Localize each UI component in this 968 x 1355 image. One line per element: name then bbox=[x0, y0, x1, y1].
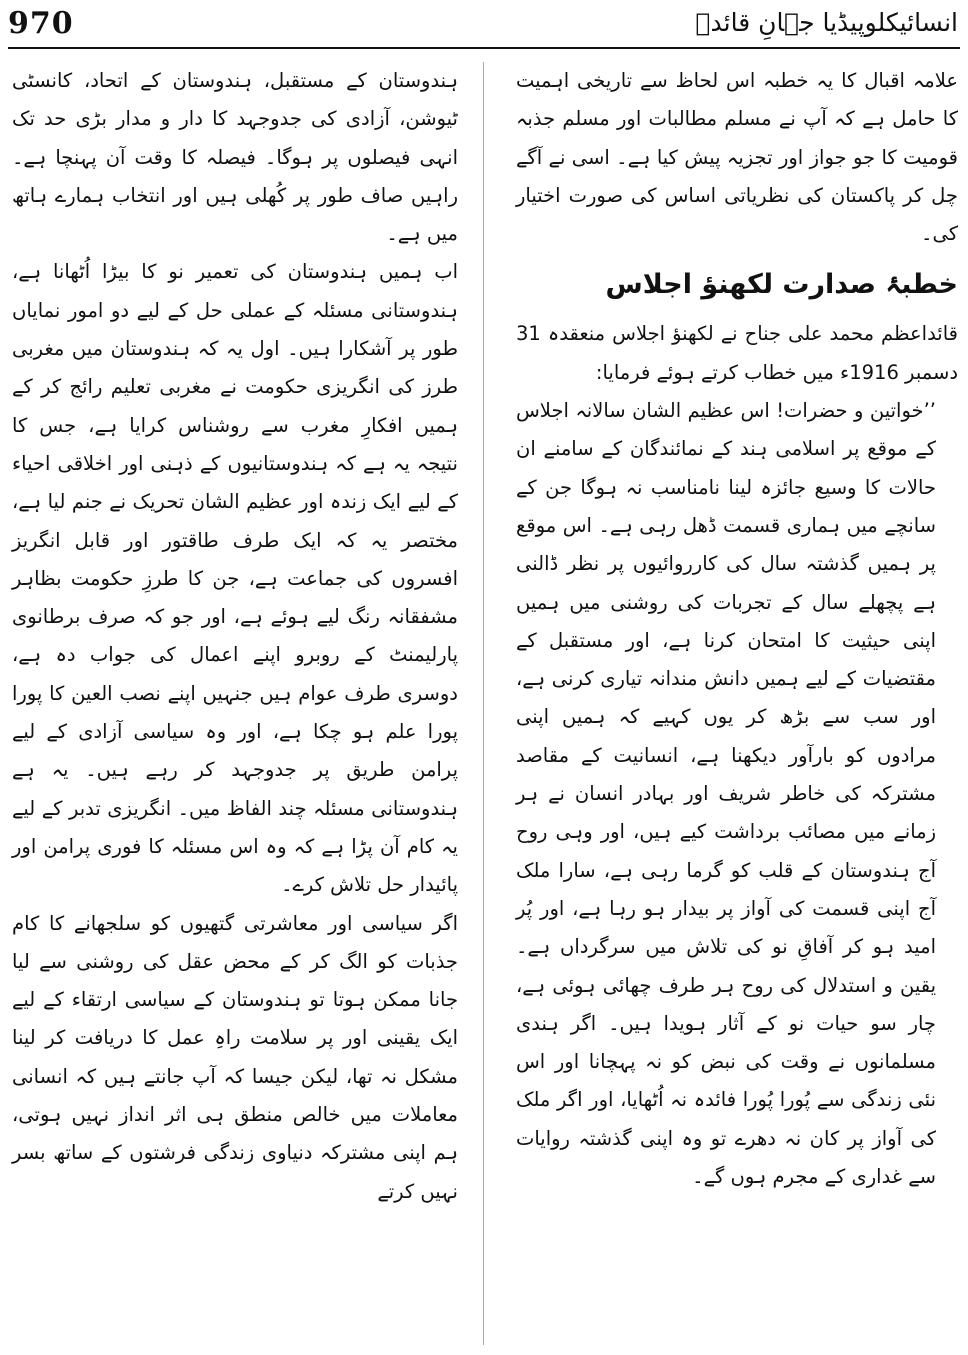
header-divider bbox=[8, 47, 960, 49]
intro-paragraph: علامہ اقبال کا یہ خطبہ اس لحاظ سے تاریخی اہمیت کا حامل ہے کہ آپ نے مسلم مطالبات اور مسلم جذبہ قومیت کا جو جواز اور تجزیہ پیش کیا ہے۔ اسی نے آگے چل کر پاکستان کی نظریاتی اساس کی صورت اختیار کی۔ bbox=[516, 69, 958, 246]
body-paragraph-1: ہندوستان کے مستقبل، ہندوستان کے اتحاد، کانسٹی ٹیوشن، آزادی کی جدوجہد کا دار و مدار بڑی حد تک انہی فیصلوں پر ہوگا۔ فیصلہ کا وقت آن پہنچا ہے۔ راہیں صاف طور پر کُھلی ہیں اور انتخاب ہمارے ہاتھ میں ہے۔ bbox=[12, 69, 458, 246]
page-number: 970 bbox=[8, 6, 74, 41]
section-heading: خطبۂ صدارت لکھنؤ اجلاس bbox=[605, 269, 958, 301]
right-column bbox=[516, 62, 958, 1196]
body-paragraph-3: اگر سیاسی اور معاشرتی گتھیوں کو سلجھانے کا کام جذبات کو الگ کر کے محض عقل کی روشنی سے لیا جانا ممکن ہوتا تو ہندوستان کے سیاسی ارتقاء کے لیے ایک یقینی اور پر سلامت راہِ عمل کا دریافت کر لینا مشکل نہ تھا، لیکن جیسا کہ آپ جانتے ہیں کہ انسانی معاملات میں خالص منطق ہی اثر انداز نہیں ہوتی، ہم اپنی مشترکہ دنیاوی زندگی فرشتوں کے ساتھ بسر نہیں کرتے bbox=[12, 911, 458, 1203]
left-column bbox=[12, 62, 458, 1211]
speech-quote: ’’خواتین و حضرات! اس عظیم الشان سالانہ اجلاس کے موقع پر اسلامی ہند کے نمائندگان کے سامنے ان حالات کا وسیع جائزہ لینا نامناسب نہ ہوگا جن کے سانچے میں ہماری قسمت ڈھل رہی ہے۔ اس موقع پر ہمیں گذشتہ سال کی کارروائیوں پر نظر ڈالنی ہے پچھلے سال کے تجربات کی روشنی میں ہمیں اپنی حیثیت کا امتحان کرنا ہے، اور مستقبل کے مقتضیات کے لیے ہمیں دانش مندانہ تیاری کرنی ہے، اور سب سے بڑھ کر یوں کہیے کہ ہمیں اپنی مرادوں کو بارآور دیکھنا ہے، انسانیت کے مقاصد مشترکہ کی خاطر شریف اور بہادر انسان نے ہر زمانے میں مصائب برداشت کیے ہیں، اور وہی روح آج ہندوستان کے قلب کو گرما رہی ہے، سارا ملک آج اپنی قسمت کی آواز پر بیدار ہو رہا ہے، اور پُر امید ہو کر آفاقِ نو کی تلاش میں سرگرداں ہے۔ یقین و استدلال کی روح ہر طرف چھائی ہوئی ہے، چار سو حیات نو کے آثار ہویدا ہیں۔ اگر ہندی مسلمانوں نے وقت کی نبض کو نہ پہچانا اور اس نئی زندگی سے پُورا پُورا فائدہ نہ اُٹھایا، اور اگر ملک کی آواز پر کان نہ دھرے تو وہ اپنی گذشتہ روایات سے غداری کے مجرم ہوں گے۔ bbox=[516, 399, 936, 1189]
body-paragraph-2: اب ہمیں ہندوستان کی تعمیر نو کا بیڑا اُٹھانا ہے، ہندوستانی مسئلہ کے عملی حل کے لیے دو امور نمایاں طور پر آشکارا ہیں۔ اول یہ کہ ہندوستان میں مغربی طرز کی انگریزی حکومت نے مغربی تعلیم رائج کر کے ہمیں افکارِ مغرب سے روشناس کرایا ہے، جس کا نتیجہ یہ ہے کہ ہندوستانیوں کے ذہنی اور اخلاقی احیاء کے لیے ایک زندہ اور عظیم الشان تحریک نے جنم لیا ہے، مختصر یہ کہ ایک طرف طاقتور اور قابل انگریز افسروں کی جماعت ہے، جن کا طرزِ حکومت بظاہر مشفقانہ رنگ لیے ہوئے ہے، اور جو کہ صرف برطانوی پارلیمنٹ کے روبرو اپنے اعمال کی جواب دہ ہے، دوسری طرف عوام ہیں جنہیں اپنے نصب العین کا پورا پورا علم ہو چکا ہے، اور وہ سیاسی آزادی کے لیے پرامن طریق پر جدوجہد کر رہے ہیں۔ یہ ہے ہندوستانی مسئلہ چند الفاظ میں۔ انگریزی تدبر کے لیے یہ کام آن پڑا ہے کہ وہ اس مسئلہ کا فوری پرامن اور پائیدار حل تلاش کرے۔ bbox=[12, 260, 458, 897]
running-title: انسائیکلوپیڈیا جہانِ قائدؒ bbox=[695, 8, 958, 37]
page-header bbox=[0, 0, 968, 48]
lead-paragraph: قائداعظم محمد علی جناح نے لکھنؤ اجلاس منعقدہ 31 دسمبر 1916ء میں خطاب کرتے ہوئے فرمایا: bbox=[516, 322, 958, 384]
column-divider bbox=[483, 62, 484, 1345]
